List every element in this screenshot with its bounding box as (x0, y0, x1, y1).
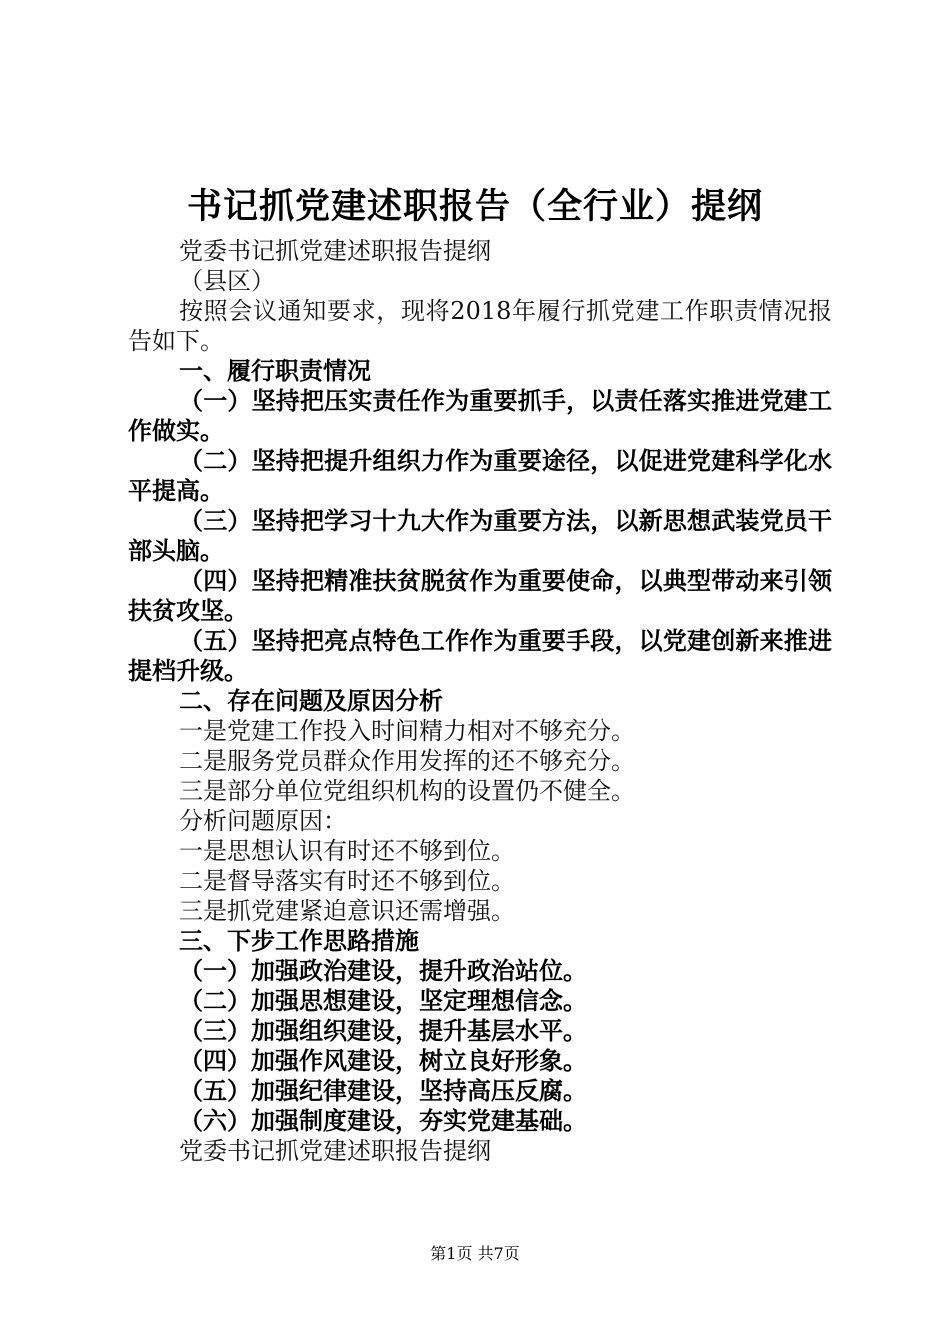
intro-paragraph: 按照会议通知要求，现将2018年履行抓党建工作职责情况报告如下。 (128, 297, 832, 355)
subtitle-line: 党委书记抓党建述职报告提纲 (179, 237, 491, 265)
paragraph-1-5: （五）坚持把亮点特色工作作为重要手段，以党建创新来推进提档升级。 (128, 627, 832, 685)
problem-line-2: 二是服务党员群众作用发挥的还不够充分。 (179, 747, 635, 775)
cause-heading: 分析问题原因： (179, 807, 347, 835)
problem-line-3: 三是部分单位党组织机构的设置仍不健全。 (179, 777, 635, 805)
measure-line-5: （五）加强纪律建设，坚持高压反腐。 (179, 1077, 587, 1105)
section-heading-2: 二、存在问题及原因分析 (179, 687, 443, 715)
section-heading-1: 一、履行职责情况 (179, 357, 371, 385)
paragraph-1-4: （四）坚持把精准扶贫脱贫作为重要使命，以典型带动来引领扶贫攻坚。 (128, 567, 832, 625)
document-body (128, 236, 832, 1166)
cause-line-2: 二是督导落实有时还不够到位。 (179, 867, 515, 895)
cause-line-3: 三是抓党建紧迫意识还需增强。 (179, 897, 515, 925)
measure-line-4: （四）加强作风建设，树立良好形象。 (179, 1047, 587, 1075)
cause-line-1: 一是思想认识有时还不够到位。 (179, 837, 515, 865)
section-heading-3: 三、下步工作思路措施 (179, 927, 419, 955)
paragraph-1-3: （三）坚持把学习十九大作为重要方法，以新思想武装党员干部头脑。 (128, 507, 832, 565)
paragraph-1-1: （一）坚持把压实责任作为重要抓手，以责任落实推进党建工作做实。 (128, 387, 832, 445)
problem-line-1: 一是党建工作投入时间精力相对不够充分。 (179, 717, 635, 745)
region-line: （县区） (179, 267, 275, 295)
closing-line: 党委书记抓党建述职报告提纲 (179, 1137, 491, 1165)
document-title: 书记抓党建述职报告（全行业）提纲 (186, 187, 763, 227)
measure-line-6: （六）加强制度建设，夯实党建基础。 (179, 1107, 587, 1135)
measure-line-3: （三）加强组织建设，提升基层水平。 (179, 1017, 587, 1045)
measure-line-1: （一）加强政治建设，提升政治站位。 (179, 957, 587, 985)
page-footer: 第1页 共7页 (430, 1244, 520, 1263)
paragraph-1-2: （二）坚持把提升组织力作为重要途径，以促进党建科学化水平提高。 (128, 447, 832, 505)
measure-line-2: （二）加强思想建设，坚定理想信念。 (179, 987, 587, 1015)
